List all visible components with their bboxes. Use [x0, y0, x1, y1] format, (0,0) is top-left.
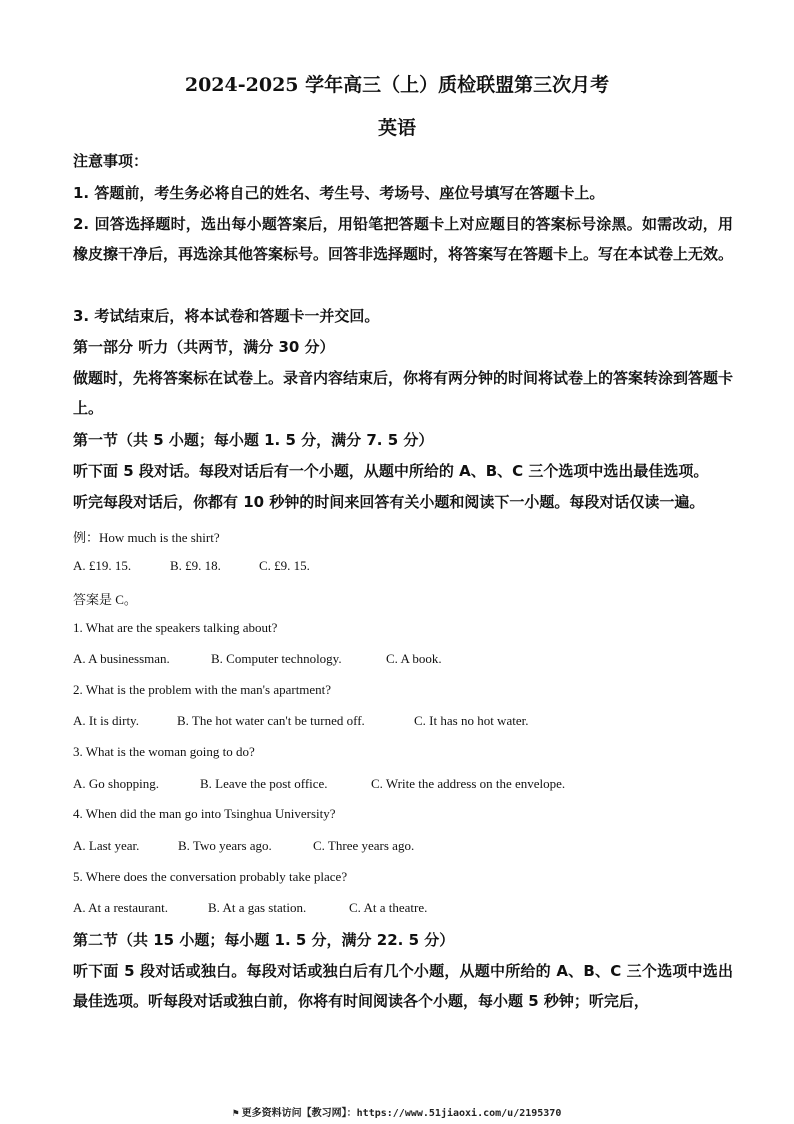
exam-subject: 英语: [377, 117, 416, 139]
example-question: 例：How much is the shirt?: [73, 530, 220, 545]
notice-item-1: 1. 答题前，考生务必将自己的姓名、考生号、考场号、座位号填写在答题卡上。: [73, 184, 605, 202]
notice-heading: 注意事项：: [73, 152, 149, 170]
q1-option-b: B. Computer technology.: [211, 651, 342, 666]
notice-item-3: 3. 考试结束后，将本试卷和答题卡一并交回。: [73, 307, 380, 325]
q2-option-c: C. It has no hot water.: [414, 713, 529, 728]
q3-option-a: A. Go shopping.: [73, 776, 159, 791]
q5-option-c: C. At a theatre.: [349, 900, 428, 915]
q2-option-b: B. The hot water can't be turned off.: [177, 713, 365, 728]
question-5-options: [73, 900, 427, 916]
question-4: 4. When did the man go into Tsinghua University?: [73, 806, 336, 821]
q4-option-a: A. Last year.: [73, 838, 140, 853]
q4-option-b: B. Two years ago.: [178, 838, 272, 853]
question-1: 1. What are the speakers talking about?: [73, 620, 278, 635]
section2-heading: 第二节（共 15 小题；每小题 1. 5 分，满分 22. 5 分）: [73, 931, 455, 949]
question-2-options: [73, 713, 528, 729]
question-1-options: [73, 651, 442, 667]
question-3: 3. What is the woman going to do?: [73, 744, 255, 759]
section2-instruction: 听下面 5 段对话或独白。每段对话或独白后有几个小题，从题中所给的 A、B、C 三个选项中选出最佳选项。听每段对话或独白前，你将有时间阅读各个小题，每小题 5 秒钟；听完后，: [73, 962, 733, 1010]
notice-item-2: 2. 回答选择题时，选出每小题答案后，用铅笔把答题卡上对应题目的答案标号涂黑。如需改动，用橡皮擦干净后，再选涂其他答案标号。回答非选择题时，将答案写在答题卡上。写在本试卷上无效。: [73, 215, 734, 263]
section1-instruction-2: 听完每段对话后，你都有 10 秒钟的时间来回答有关小题和阅读下一小题。每段对话仅读一遍。: [73, 493, 705, 511]
footer: [0, 1104, 794, 1119]
q1-option-c: C. A book.: [386, 651, 442, 666]
q1-option-a: A. A businessman.: [73, 651, 170, 666]
example-option-c: C. £9. 15.: [259, 558, 310, 573]
q5-option-a: A. At a restaurant.: [73, 900, 168, 915]
q2-option-a: A. It is dirty.: [73, 713, 139, 728]
section1-instruction-1: 听下面 5 段对话。每段对话后有一个小题，从题中所给的 A、B、C 三个选项中选出最佳选项。: [73, 462, 709, 480]
flag-icon: ⚑: [232, 1108, 239, 1119]
q5-option-b: B. At a gas station.: [208, 900, 307, 915]
question-5: 5. Where does the conversation probably take place?: [73, 869, 348, 884]
question-3-options: [73, 776, 565, 792]
q3-option-c: C. Write the address on the envelope.: [371, 776, 566, 791]
example-option-a: A. £19. 15.: [73, 558, 132, 573]
example-answer: 答案是 C。: [73, 592, 137, 607]
part1-heading: 第一部分 听力（共两节，满分 30 分）: [73, 338, 335, 356]
exam-title: 2024-2025 学年高三（上）质检联盟第三次月考: [184, 74, 610, 96]
question-2: 2. What is the problem with the man's apartment?: [73, 682, 332, 697]
q4-option-c: C. Three years ago.: [313, 838, 415, 853]
section1-heading: 第一节（共 5 小题；每小题 1. 5 分，满分 7. 5 分）: [73, 431, 434, 449]
example-options: [73, 558, 310, 574]
example-option-b: B. £9. 18.: [170, 558, 221, 573]
footer-link-text[interactable]: 更多资料访问【教习网】：https://www.51jiaoxi.com/u/2195370: [241, 1108, 562, 1119]
q3-option-b: B. Leave the post office.: [200, 776, 328, 791]
part1-instruction: 做题时，先将答案标在试卷上。录音内容结束后，你将有两分钟的时间将试卷上的答案转涂到答题卡上。: [73, 369, 734, 417]
question-4-options: [73, 838, 414, 854]
